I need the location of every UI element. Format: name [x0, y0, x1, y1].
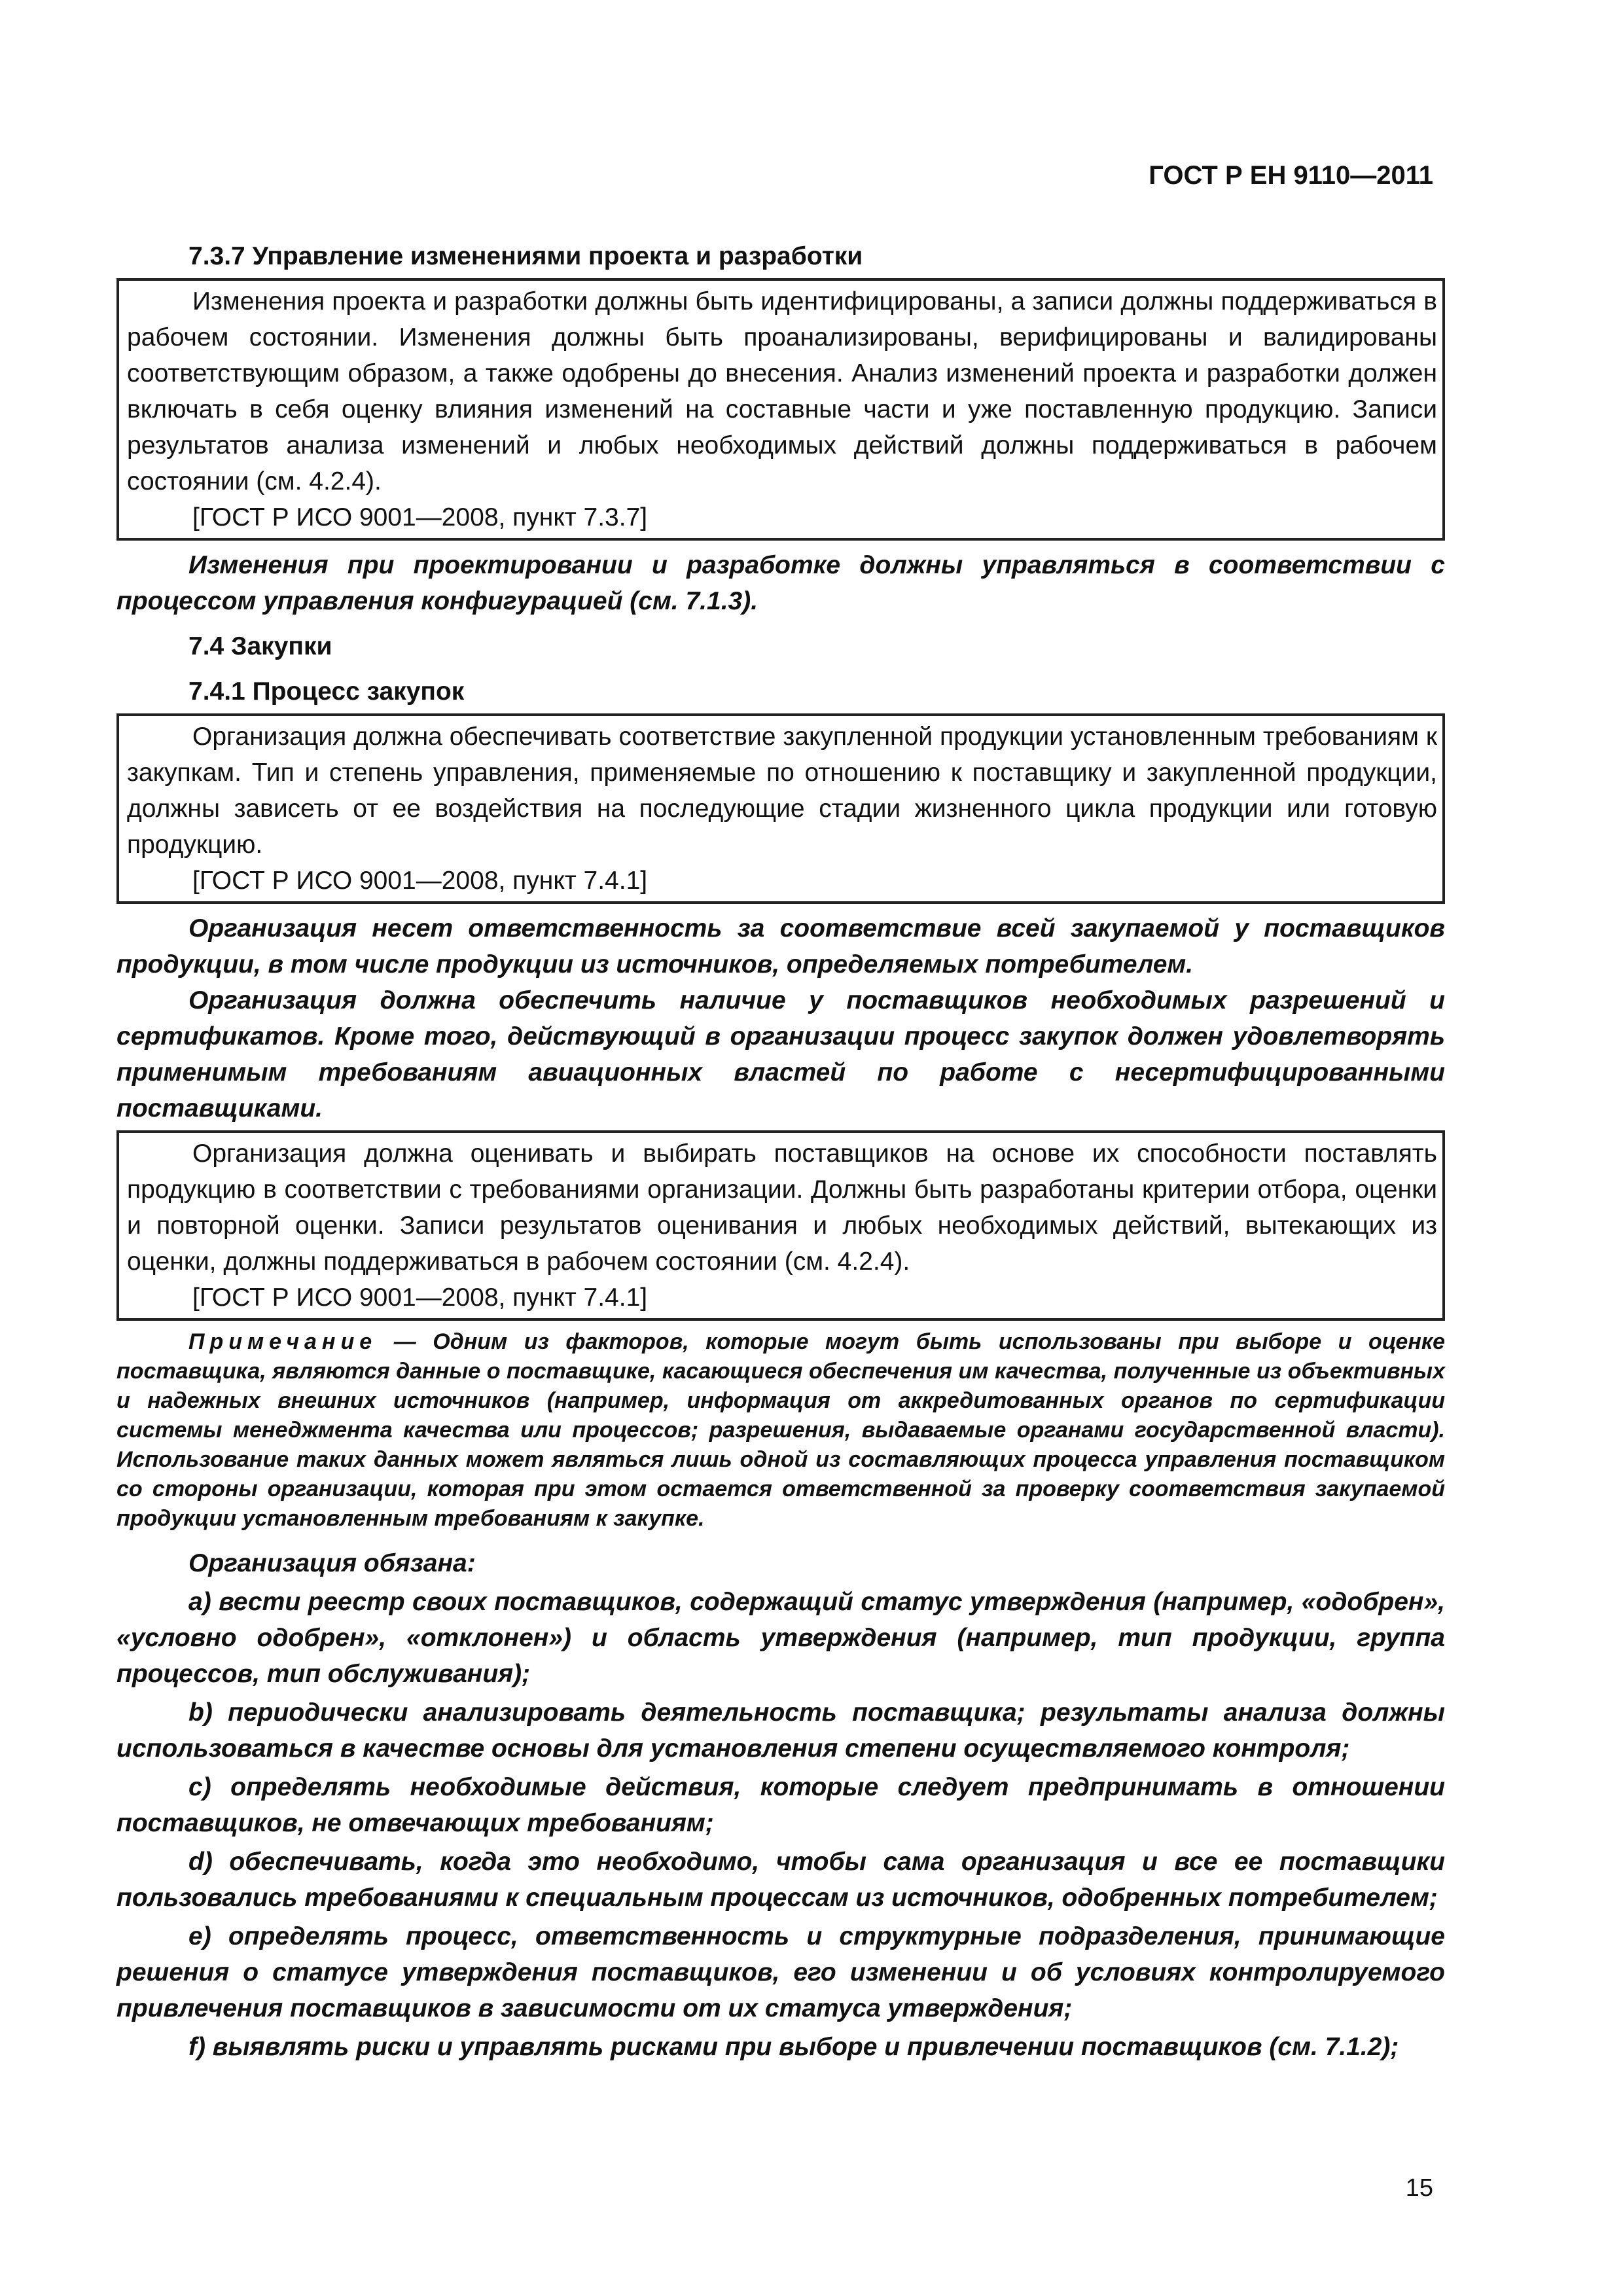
- quote-text: Организация должна оценивать и выбирать поставщиков на основе их способности поставлять продукцию в соответствии с требованиями организации. Должны быть разработаны критерии отбора, оценки и повторной оценки. Записи результатов оценивания и любых необходимых действий, вытекающих из оценки, должны поддерживаться в рабочем состоянии (см. 4.2.4).: [127, 1139, 1437, 1276]
- list-item: f) выявлять риски и управлять рисками при выборе и привлечении поставщиков (см. 7.1.2);: [188, 2033, 1399, 2061]
- quote-reference: [ГОСТ Р ИСО 9001—2008, пункт 7.3.7]: [192, 503, 648, 531]
- list-item: b) периодически анализировать деятельность поставщика; результаты анализа должны использоваться в качестве основы для установления степени осуществляемого контроля;: [116, 1698, 1445, 1763]
- page-number: 15: [1405, 2174, 1433, 2202]
- section-7-3-7-heading: 7.3.7 Управление изменениями проекта и разработки: [188, 242, 863, 270]
- note-label: Примечание: [188, 1329, 378, 1354]
- quote-reference: [ГОСТ Р ИСО 9001—2008, пункт 7.4.1]: [192, 867, 648, 895]
- iso-quote-box-7-4-1-b: [116, 1130, 1445, 1321]
- obligations-intro: Организация обязана:: [188, 1549, 476, 1577]
- additional-requirement: Организация несет ответственность за соответствие всей закупаемой у поставщиков продукции, в том числе продукции из источников, определяемых потребителем.: [116, 914, 1445, 978]
- quote-text: Изменения проекта и разработки должны быть идентифицированы, а записи должны поддерживаться в рабочем состоянии. Изменения должны быть проанализированы, верифицированы и валидированы соответствующим образом, а также одобрены до внесения. Анализ изменений проекта и разработки должен включать в себя оценку влияния изменений на составные части и уже поставленную продукцию. Записи результатов анализа изменений и любых необходимых действий должны поддерживаться в рабочем состоянии (см. 4.2.4).: [127, 287, 1437, 495]
- list-item: d) обеспечивать, когда это необходимо, чтобы сама организация и все ее поставщики пользовались требованиями к специальным процессам из источников, одобренных потребителем;: [116, 1848, 1445, 1912]
- quote-reference: [ГОСТ Р ИСО 9001—2008, пункт 7.4.1]: [192, 1283, 648, 1312]
- page-content: [116, 229, 1445, 2068]
- additional-requirement: Организация должна обеспечить наличие у поставщиков необходимых разрешений и сертификатов. Кроме того, действующий в организации процесс закупок должен удовлетворять применимым требованиям авиационных властей по работе с несертифицированными поставщиками.: [116, 986, 1445, 1122]
- note-paragraph: [116, 1327, 1445, 1534]
- section-7-4-1-heading: 7.4.1 Процесс закупок: [188, 677, 465, 706]
- iso-quote-box-7-3-7: [116, 278, 1445, 541]
- section-7-4-heading: 7.4 Закупки: [188, 632, 332, 660]
- quote-text: Организация должна обеспечивать соответствие закупленной продукции установленным требованиям к закупкам. Тип и степень управления, применяемые по отношению к поставщику и закупленной продукции, должны зависеть от ее воздействия на последующие стадии жизненного цикла продукции или готовую продукцию.: [127, 723, 1437, 859]
- additional-requirement: Изменения при проектировании и разработке должны управляться в соответствии с процессом управления конфигурацией (см. 7.1.3).: [116, 551, 1445, 615]
- document-code: ГОСТ Р ЕН 9110—2011: [1149, 161, 1433, 190]
- note-text: — Одним из факторов, которые могут быть использованы при выборе и оценке поставщика, являются данные о поставщике, касающиеся обеспечения им качества, полученные из объективных и надежных внешних источников (например, информация от аккредитованных органов по сертификации системы менеджмента качества или процессов; разрешения, выдаваемые органами государственной власти). Использование таких данных может являться лишь одной из составляющих процесса управления поставщиком со стороны организации, которая при этом остается ответственной за проверку соответствия закупаемой продукции установленным требованиям к закупке.: [116, 1329, 1445, 1531]
- iso-quote-box-7-4-1-a: [116, 713, 1445, 904]
- list-item: e) определять процесс, ответственность и структурные подразделения, принимающие решения о статусе утверждения поставщиков, его изменении и об условиях контролируемого привлечения поставщиков в зависимости от их статуса утверждения;: [116, 1922, 1445, 2022]
- list-item: а) вести реестр своих поставщиков, содержащий статус утверждения (например, «одобрен», «условно одобрен», «отклонен») и область утверждения (например, тип продукции, группа процессов, тип обслуживания);: [116, 1588, 1445, 1688]
- list-item: c) определять необходимые действия, которые следует предпринимать в отношении поставщиков, не отвечающих требованиям;: [116, 1773, 1445, 1837]
